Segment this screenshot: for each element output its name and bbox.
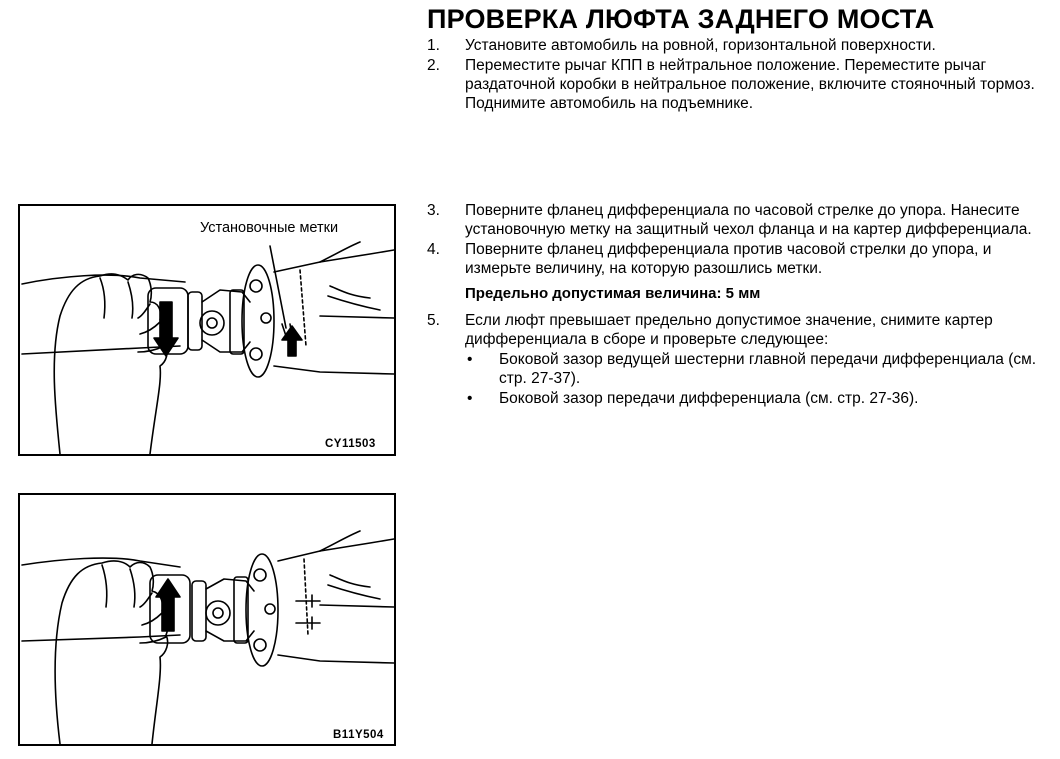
step-number: 1. — [427, 37, 440, 54]
bullet-dot: • — [467, 390, 473, 407]
step-text: Если люфт превышает предельно допустимое значение, снимите картер дифференциала в сборе и проверьте следующее: — [465, 312, 993, 348]
bullet-text: Боковой зазор передачи дифференциала (см. стр. 27-36). — [499, 390, 919, 407]
steps-top — [427, 36, 1047, 114]
step-4 — [427, 240, 1047, 278]
step-text: Установите автомобиль на ровной, горизонтальной поверхности. — [465, 37, 936, 54]
figure-1 — [18, 204, 396, 456]
driveshaft-illustration — [20, 495, 394, 744]
figure-2 — [18, 493, 396, 746]
figure-label: Установочные метки — [200, 220, 339, 236]
driveshaft-illustration — [20, 206, 394, 454]
bullet-text: Боковой зазор ведущей шестерни главной передачи дифференциала (см. стр. 27-37). — [499, 351, 1037, 387]
limit-value: Предельно допустимая величина: 5 мм — [465, 285, 761, 302]
step-text: Поверните фланец дифференциала по часовой стрелке до упора. Нанесите установочную метку на защитный чехол фланца и на картер дифференциала. — [465, 202, 1032, 238]
step-5 — [427, 311, 1047, 349]
steps-middle — [427, 201, 1047, 408]
step-number: 2. — [427, 57, 440, 74]
step-number: 5. — [427, 312, 440, 329]
bullet-item — [427, 389, 1047, 408]
step-1 — [427, 36, 1047, 55]
figure-code: CY11503 — [325, 438, 376, 450]
page-title: ПРОВЕРКА ЛЮФТА ЗАДНЕГО МОСТА — [427, 4, 935, 34]
step-2 — [427, 56, 1047, 113]
step-number: 3. — [427, 202, 440, 219]
step-number: 4. — [427, 241, 440, 258]
step-text: Переместите рычаг КПП в нейтральное положение. Переместите рычаг раздаточной коробки в нейтральное положение, включите стояночный тормоз. Поднимите автомобиль на подъемнике. — [465, 57, 1035, 112]
step-3 — [427, 201, 1047, 239]
figure-code: B11Y504 — [333, 729, 384, 741]
bullet-item — [427, 350, 1047, 388]
bullet-dot: • — [467, 351, 473, 368]
step-text: Поверните фланец дифференциала против часовой стрелки до упора, и измерьте величину, на которую разошлись метки. — [465, 241, 992, 277]
